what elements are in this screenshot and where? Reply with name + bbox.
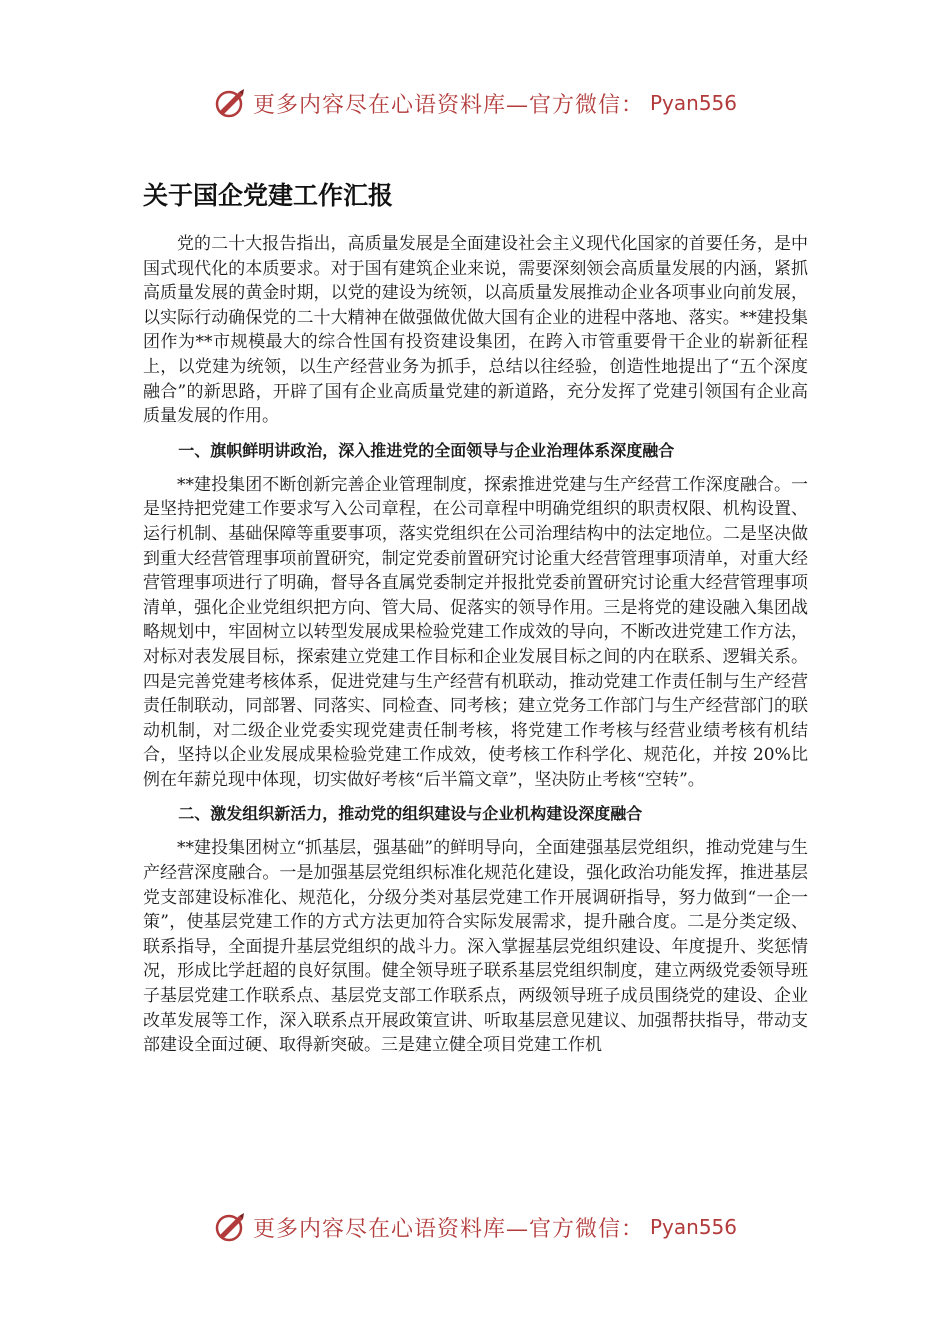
document-title: 关于国企党建工作汇报 <box>143 181 394 210</box>
section-heading-1: 一、旗帜鲜明讲政治，深入推进党的全面领导与企业治理体系深度融合 <box>178 440 675 460</box>
header-banner <box>0 86 950 120</box>
banner-text: 更多内容尽在心语资料库—官方微信： <box>252 92 644 118</box>
pen-circle-logo-icon <box>213 86 247 120</box>
document-body <box>143 232 808 1058</box>
section-body-2: **建投集团树立“抓基层，强基础”的鲜明导向，全面建强基层党组织，推动党建与生产经营深度融合。一是加强基层党组织标准化规范化建设，强化政治功能发挥，推进基层党支部建设标准化、规范化，分级分类对基层党建工作开展调研指导，努力做到“一企一策”，使基层党建工作的方式方法更加符合实际发展需求，提升融合度。二是分类定级、联系指导，全面提升基层党组织的战斗力。深入掌握基层党组织建设、年度提升、奖惩情况，形成比学赶超的良好氛围。健全领导班子联系基层党组织制度，建立两级党委领导班子基层党建工作联系点、基层党支部工作联系点，两级领导班子成员围绕党的建设、企业改革发展等工作，深入联系点开展政策宣讲、听取基层意见建议、加强帮扶指导，带动支部建设全面过硬、取得新突破。三是建立健全项目党建工作机 <box>143 838 808 1056</box>
section-heading-2: 二、激发组织新活力，推动党的组织建设与企业机构建设深度融合 <box>178 804 643 824</box>
banner-wechat-id: Pyan556 <box>650 1215 738 1239</box>
banner-text: 更多内容尽在心语资料库—官方微信： <box>252 1216 644 1242</box>
pen-circle-logo-icon <box>213 1210 247 1244</box>
intro-paragraph: 党的二十大报告指出，高质量发展是全面建设社会主义现代化国家的首要任务，是中国式现代化的本质要求。对于国有建筑企业来说，需要深刻领会高质量发展的内涵，紧抓高质量发展的黄金时期，以党的建设为统领，以高质量发展推动企业各项事业向前发展，以实际行动确保党的二十大精神在做强做优做大国有企业的进程中落地、落实。**建投集团作为**市规模最大的综合性国有投资建设集团，在跨入市管重要骨干企业的崭新征程上，以党建为统领，以生产经营业务为抓手，总结以往经验，创造性地提出了“五个深度融合”的新思路，开辟了国有企业高质量党建的新道路，充分发挥了党建引领国有企业高质量发展的作用。 <box>143 234 808 427</box>
section-body-1: **建投集团不断创新完善企业管理制度，探索推进党建与生产经营工作深度融合。一是坚持把党建工作要求写入公司章程，在公司章程中明确党组织的职责权限、机构设置、运行机制、基础保障等重要事项，落实党组织在公司治理结构中的法定地位。二是坚决做到重大经营管理事项前置研究，制定党委前置研究讨论重大经营管理事项清单，对重大经营管理事项进行了明确，督导各直属党委制定并报批党委前置研究讨论重大经营管理事项清单，强化企业党组织把方向、管大局、促落实的领导作用。三是将党的建设融入集团战略规划中，牢固树立以转型发展成果检验党建工作成效的导向，不断改进党建工作方法，对标对表发展目标，探索建立党建工作目标和企业发展目标之间的内在联系、逻辑关系。四是完善党建考核体系，促进党建与生产经营有机联动，推动党建工作责任制与生产经营责任制联动，同部署、同落实、同检查、同考核；建立党务工作部门与生产经营部门的联动机制，对二级企业党委实现党建责任制考核，将党建工作考核与经营业绩考核有机结合，坚持以企业发展成果检验党建工作成效，使考核工作科学化、规范化，并按 20%比例在年薪兑现中体现，切实做好考核“后半篇文章”，坚决防止考核“空转”。 <box>143 474 808 790</box>
footer-banner <box>0 1210 950 1244</box>
banner-wechat-id: Pyan556 <box>650 91 738 115</box>
